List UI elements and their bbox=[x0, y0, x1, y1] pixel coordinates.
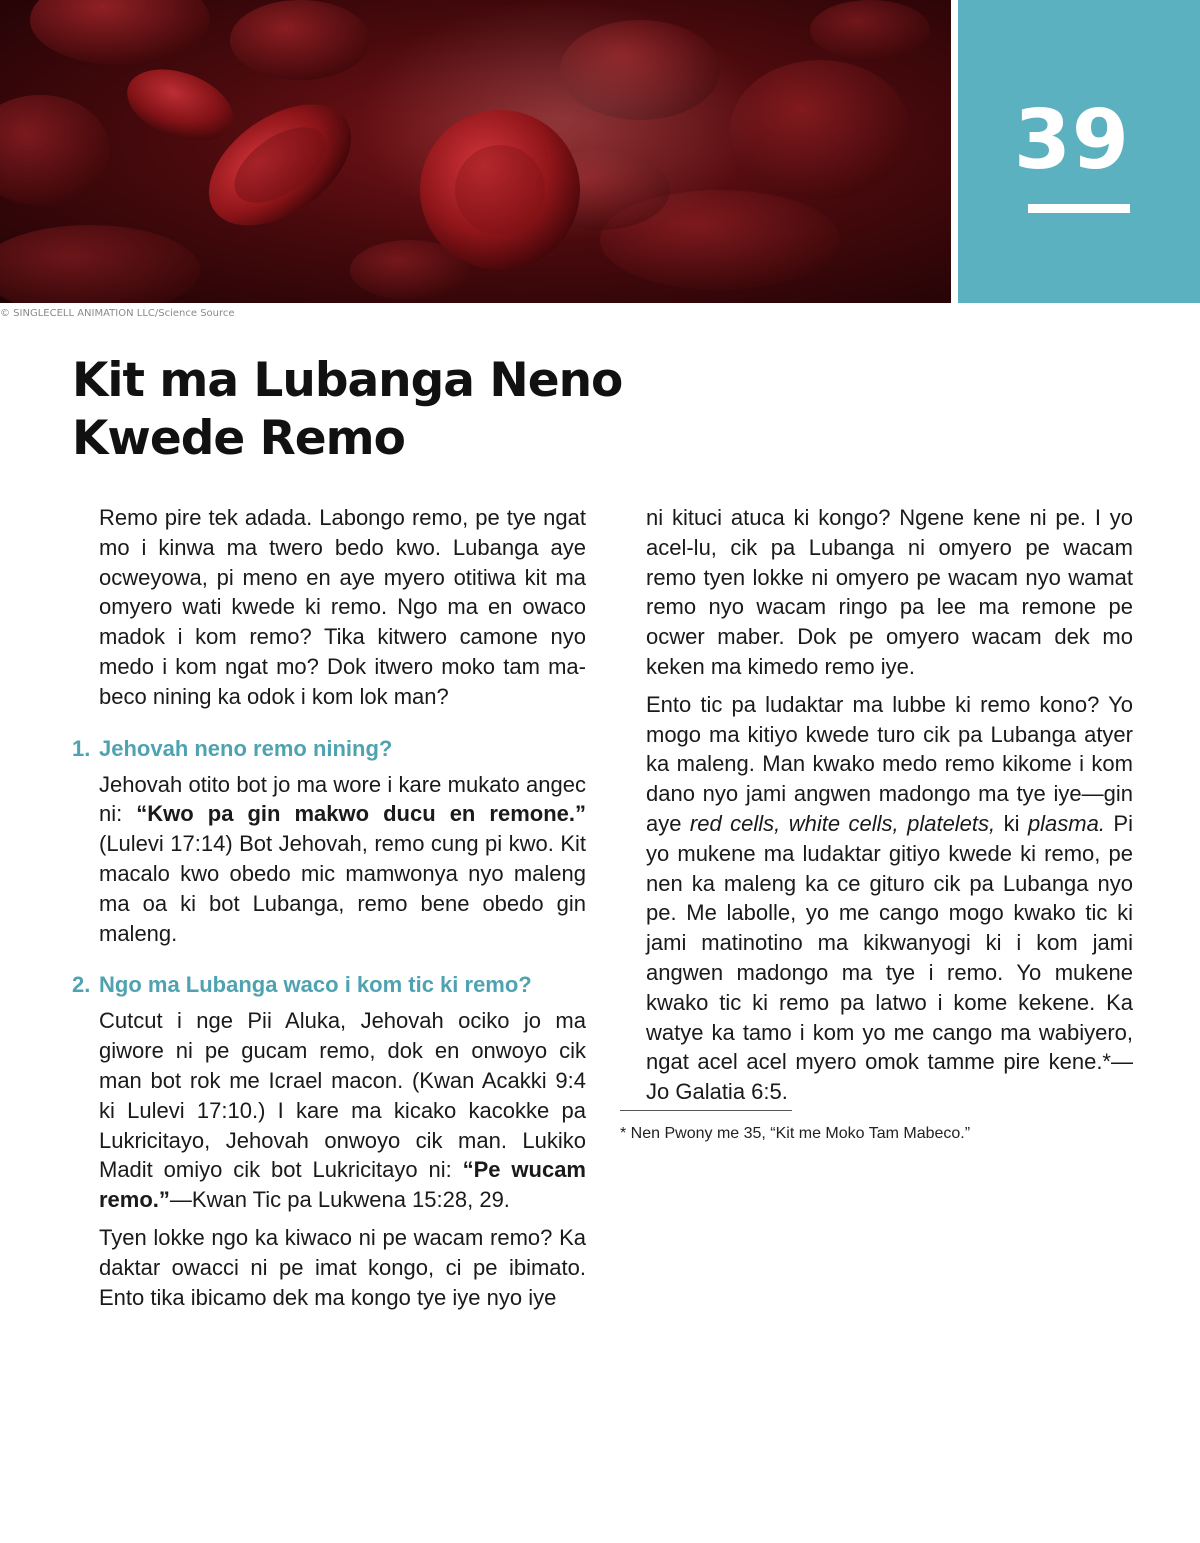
question-text: Jehovah neno remo nining? bbox=[99, 735, 393, 761]
title-line-1: Kit ma Lubanga Neno bbox=[72, 353, 623, 408]
question-text: Ngo ma Lubanga waco i kom tic ki remo? bbox=[99, 972, 532, 998]
text-run: —Kwan Tic pa Lukwena 15:28, 29. bbox=[169, 1187, 510, 1213]
footnote-divider bbox=[620, 1110, 792, 1111]
text-run: ki bbox=[995, 810, 1028, 836]
question-number: 2. bbox=[72, 972, 91, 998]
section-1-paragraph bbox=[99, 770, 586, 949]
italic-terms: red cells, white cells, platelets, bbox=[689, 810, 996, 836]
hero-image bbox=[0, 0, 951, 303]
section-2-paragraph-2-continued: ni kituci atuca ki kongo? Ngene kene ni pe. I yo acel-lu, cik pa Lubanga ni omyero pe wacam remo tyen lokke ni omyero pe wacam nyo wamat remo nyo wacam ringo pa lee ma remone pe ocwer maber. Dok pe omyero wacam dek mo keken ma kimedo remo iye. bbox=[646, 505, 1133, 679]
intro-paragraph: Remo pire tek adada. Labongo remo, pe tye ngat mo i kinwa ma twero bedo kwo. Lubanga aye ocweyowa, pi meno en aye myero otitiwa kit ma omyero wati kwede ki remo. Ngo ma en owaco madok i kom remo? Tika kitwero camone nyo medo i kom ngat mo? Dok itwero moko tam mabeco nining ka odok i kom lok man? bbox=[99, 505, 586, 709]
lesson-number-box bbox=[958, 0, 1200, 303]
text-run: Cutcut i nge Pii Aluka, Jehovah ociko jo ma giwore ni pe gucam remo, dok en onwoyo cik man bot rok me Icrael macon. (Kwan Acakki 9:4 ki Lulevi 17:10.) I kare ma kicako kacokke pa Lukricitayo, Jehovah onwoyo cik man. Lukiko Madit omiyo cik bot Lukricitayo ni: bbox=[99, 1008, 586, 1183]
section-3-paragraph bbox=[646, 690, 1133, 1107]
text-run: (Lulevi 17:14) Bot Jehovah, remo cung pi kwo. Kit macalo kwo obedo mic mamwonya nyo maleng ma oa ki bot Lubanga, remo bene obedo gin maleng. bbox=[99, 831, 586, 946]
footnote: * Nen Pwony me 35, “Kit me Moko Tam Mabeco.” bbox=[620, 1125, 971, 1142]
page-title bbox=[72, 352, 632, 468]
scripture-quote: “Kwo pa gin makwo ducu en remone.” bbox=[136, 801, 586, 827]
right-column bbox=[646, 503, 1133, 1115]
section-2-paragraph-2: Tyen lokke ngo ka kiwaco ni pe wacam remo? Ka daktar owacci ni pe imat kongo, ci pe ibimato. Ento tika ibicamo dek ma kongo tye iye nyo iye bbox=[99, 1224, 586, 1310]
question-heading-2 bbox=[72, 970, 586, 1000]
lesson-number: 39 bbox=[1013, 93, 1130, 188]
section-2-paragraph-1 bbox=[99, 1006, 586, 1215]
lesson-number-underline bbox=[1028, 204, 1130, 213]
text-run: Ento tic pa ludaktar ma lubbe ki remo kono? Yo mogo ma kitiyo kwede turo cik pa Lubanga atyer ka maleng. Man kwako medo remo kikome i kom dano nyo jami angwen madongo ma tye iye—gin aye bbox=[646, 691, 1133, 836]
scripture-quote: “Pe wucam remo.” bbox=[99, 1157, 586, 1213]
question-number: 1. bbox=[72, 735, 91, 761]
title-line-2: Kwede Remo bbox=[72, 411, 405, 466]
italic-term: plasma. bbox=[1027, 810, 1105, 836]
text-run: Pi yo mukene ma ludaktar gitiyo kwede ki remo, pe nen ka maleng ka ce gituro cik pa Lubanga nyo pe. Me labolle, yo me cango mogo kwako tic ki jami matinotino ma kikwanyogi ki i kom jami angwen madongo ma tye i remo. Yo mukene kwako tic ki remo pa latwo i kome kekene. Ka watye ka tamo i kom yo me cango ma wabiyero, ngat acel acel myero omok tamme pire kene.*—Jo Galatia 6:5. bbox=[646, 810, 1133, 1105]
text-run: Jehovah otito bot jo ma wore i kare mukato angec ni: bbox=[99, 771, 586, 827]
red-blood-cells-illustration bbox=[0, 0, 951, 303]
left-column bbox=[72, 503, 586, 1320]
image-credit: © SINGLECELL ANIMATION LLC/Science Source bbox=[0, 308, 235, 319]
question-heading-1 bbox=[72, 734, 586, 764]
